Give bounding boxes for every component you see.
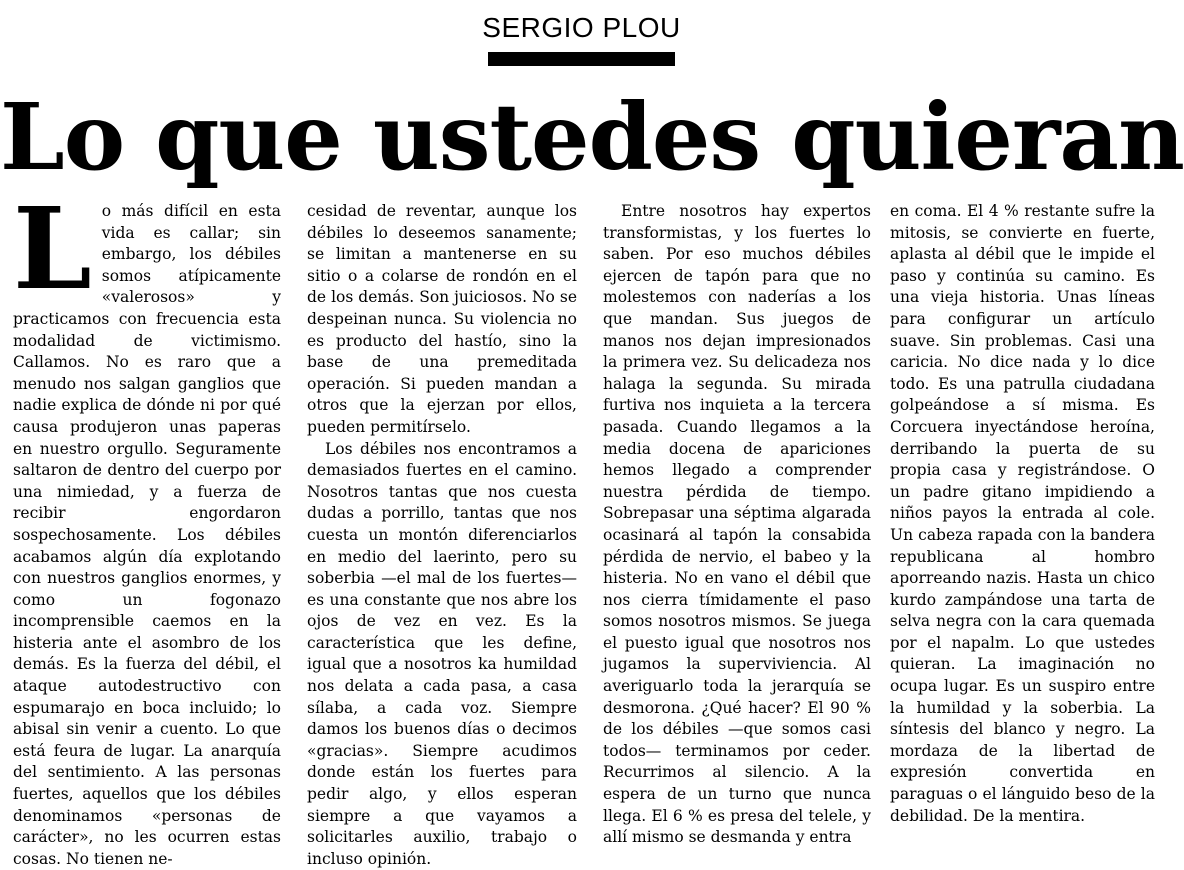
- paragraph-text: o más difícil en esta vida es callar; sin embargo, los débiles somos atípicamente «valerosos» y practicamos con frecuencia esta modalidad de victimismo. Callamos. No es raro que a menudo nos salgan ganglios que nadie explica de dónde ni por qué causa produjeron unas paperas en nuestro orgullo. Seguramente saltaron de dentro del cuerpo por una nimiedad, y a fuerza de recibir engordaron sospechosamente. Los débiles acabamos algún día explotando con nuestros ganglios enormes, y como un fogonazo incomprensible caemos en la histeria ante el asombro de los demás. Es la fuerza del débil, el ataque autodestructivo con espumarajo en boca incluido; lo abisal sin venir a cuento. Lo que está feura de lugar. La anarquía del sentimiento. A las personas fuertes, aquellos que los débiles denominamos «personas de carácter», no les ocurren estas cosas. No tienen ne-: [13, 202, 281, 868]
- author-name: SERGIO PLOU: [482, 12, 681, 43]
- paragraph: [13, 184, 281, 870]
- drop-cap: L: [13, 184, 92, 315]
- paragraph: cesidad de reventar, aunque los débiles lo deseemos sanamente; se limitan a mantenerse en su sitio o a colarse de rondón en el de los demás. Son juiciosos. No se despeinan nunca. Su violencia no es producto del hastío, sino la base de una premeditada operación. Si pueden mandan a otros que la ejerzan por ellos, pueden permitírselo.: [307, 202, 577, 436]
- paragraph: Entre nosotros hay expertos transformistas, y los fuertes lo saben. Por eso muchos débiles ejercen de tapón para que no molestemos con naderías a los que mandan. Sus juegos de manos nos dejan impresionados la primera vez. Su delicadeza nos halaga la segunda. Su mirada furtiva nos inquieta a la tercera pasada. Cuando llegamos a la media docena de apariciones hemos llegado a comprender nuestra pérdida de tiempo. Sobrepasar una séptima algarada ocasinará al tapón la consabida pérdida de nervio, el babeo y la histeria. No en vano el débil que nos cierra tímidamente el paso somos nosotros mismos. Se juega el puesto igual que nosotros nos jugamos la superviviencia. Al averiguarlo toda la jerarquía se desmorona. ¿Qué hacer? El 90 % de los débiles —que somos casi todos— terminamos por ceder. Recurrimos al silencio. A la espera de un turno que nunca llega. El 6 % es presa del telele, y allí mismo se desmanda y entra: [603, 202, 871, 847]
- article-column-1: [13, 184, 281, 870]
- paragraph: en coma. El 4 % restante sufre la mitosis, se convierte en fuerte, aplasta al débil que le impide el paso y continúa su camino. Es una vieja historia. Unas líneas para configurar un artículo suave. Sin problemas. Casi una caricia. No dice nada y lo dice todo. Es una patrulla ciudadana golpeándose a sí misma. Es Corcuera inyectándose heroína, derribando la puerta de su propia casa y registrándose. O un padre gitano impidiendo a niños payos la entrada al cole. Un cabeza rapada con la bandera republicana al hombro aporreando nazis. Hasta un chico kurdo zampándose una tarta de selva negra con la cara quemada por el napalm. Lo que ustedes quieran. La imaginación no ocupa lugar. Es un suspiro entre la humildad y la soberbia. La síntesis del blanco y negro. La mordaza de la libertad de expresión convertida en paraguas o el lánguido beso de la debilidad. De la mentira.: [890, 202, 1155, 825]
- article-column-3: [603, 201, 871, 849]
- article-column-4: [890, 201, 1155, 827]
- author-underline-bar: [488, 52, 675, 66]
- headline: Lo que ustedes quieran: [0, 83, 1184, 191]
- paragraph: Los débiles nos encontramos a demasiados fuertes en el camino. Nosotros tantas que nos cuesta dudas a porrillo, tantas que nos cuesta un montón diferenciarlos en medio del laerinto, pero su soberbia —el mal de los fuertes— es una constante que nos abre los ojos de vez en vez. Es la característica que les define, igual que a nosotros ka humildad nos delata a cada pasa, a casa sílaba, a cada voz. Siempre damos los buenos días o decimos «gracias». Siempre acudimos donde están los fuertes para pedir algo, y ellos esperan siempre a que vayamos a solicitarles auxilio, trabajo o incluso opinión.: [307, 439, 577, 868]
- article-column-2: [307, 201, 577, 870]
